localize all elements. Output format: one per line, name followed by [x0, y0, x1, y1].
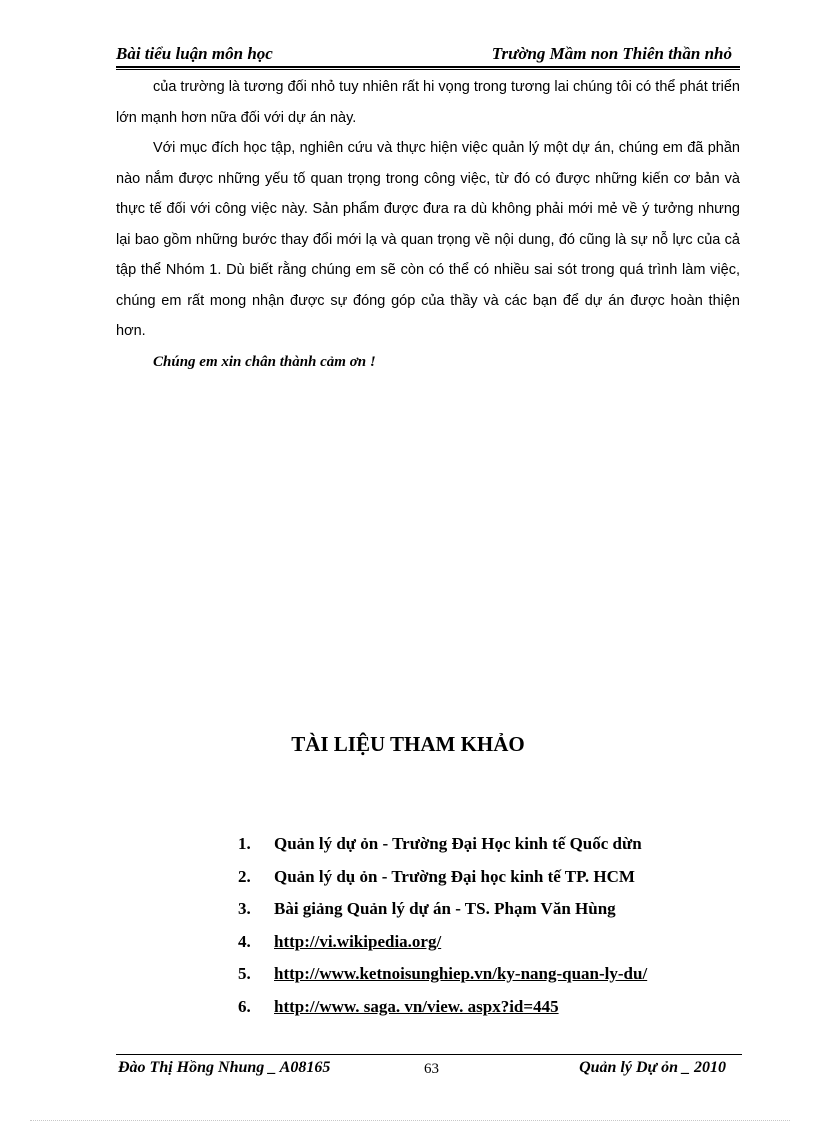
- references-title: TÀI LIỆU THAM KHẢO: [291, 732, 525, 756]
- header-rule-thin: [116, 69, 740, 70]
- reference-link[interactable]: http://www.ketnoisunghiep.vn/ky-nang-quan-ly-du/: [274, 964, 648, 983]
- body-text: [116, 72, 740, 377]
- page-header: [116, 44, 740, 66]
- header-rule-thick: [116, 66, 740, 68]
- page-footer: [116, 1057, 742, 1081]
- paragraph-2: Với mục đích học tập, nghiên cứu và thực hiện việc quản lý một dự án, chúng em đã phần nào nắm được những yếu tố quan trọng trong công việc, từ đó có được những kiến cơ bản và thực tế đối với công việc này. Sản phẩm được đưa ra dù không phải mới mẻ về ý tưởng nhưng lại bao gồm những bước thay đổi mới lạ và quan trọng về nội dung, đó cũng là sự nỗ lực của cả tập thể Nhóm 1. Dù biết rằng chúng em sẽ còn có thể có nhiều sai sót trong quá trình làm việc, chúng em rất mong nhận được sự đóng góp của thầy và các bạn để dự án được hoàn thiện hơn.: [116, 140, 740, 339]
- reference-number: 4.: [238, 931, 251, 951]
- closing-line: Chúng em xin chân thành cảm ơn !: [153, 353, 376, 370]
- page-number: 63: [424, 1061, 439, 1077]
- reference-number: 1.: [238, 834, 251, 853]
- reference-number: 3.: [238, 899, 251, 918]
- reference-text: Quản lý dụ ỏn - Trường Đại học kinh tế TP. HCM: [274, 866, 635, 886]
- footer-author: Đào Thị Hồng Nhung _ A08165: [118, 1059, 331, 1076]
- references-list: [236, 828, 756, 1023]
- reference-item: [236, 926, 756, 959]
- reference-number: 5.: [238, 964, 251, 983]
- reference-number: 2.: [238, 866, 251, 886]
- reference-item: [236, 958, 756, 991]
- reference-link[interactable]: http://vi.wikipedia.org/: [274, 931, 442, 951]
- header-course-title: Bài tiểu luận môn học: [116, 44, 273, 63]
- reference-item: [236, 991, 756, 1024]
- reference-item: [236, 828, 756, 861]
- footer-rule: [116, 1054, 742, 1055]
- reference-text: Bài giảng Quản lý dự án - TS. Phạm Văn Hùng: [274, 899, 616, 918]
- reference-number: 6.: [238, 996, 251, 1016]
- footer-course: Quản lý Dự ỏn _ 2010: [579, 1059, 726, 1076]
- page-bottom-divider: [30, 1120, 790, 1121]
- reference-text: Quản lý dự ỏn - Trường Đại Học kinh tế Quốc dừn: [274, 834, 642, 853]
- reference-link[interactable]: http://www. saga. vn/view. aspx?id=445: [274, 996, 559, 1016]
- paragraph-1: của trường là tương đối nhỏ tuy nhiên rất hi vọng trong tương lai chúng tôi có thể phát triển lớn mạnh hơn nữa đối với dự án này.: [116, 79, 740, 126]
- header-project-title: Trường Mầm non Thiên thần nhỏ: [491, 44, 732, 63]
- reference-item: [236, 893, 756, 926]
- reference-item: [236, 861, 756, 894]
